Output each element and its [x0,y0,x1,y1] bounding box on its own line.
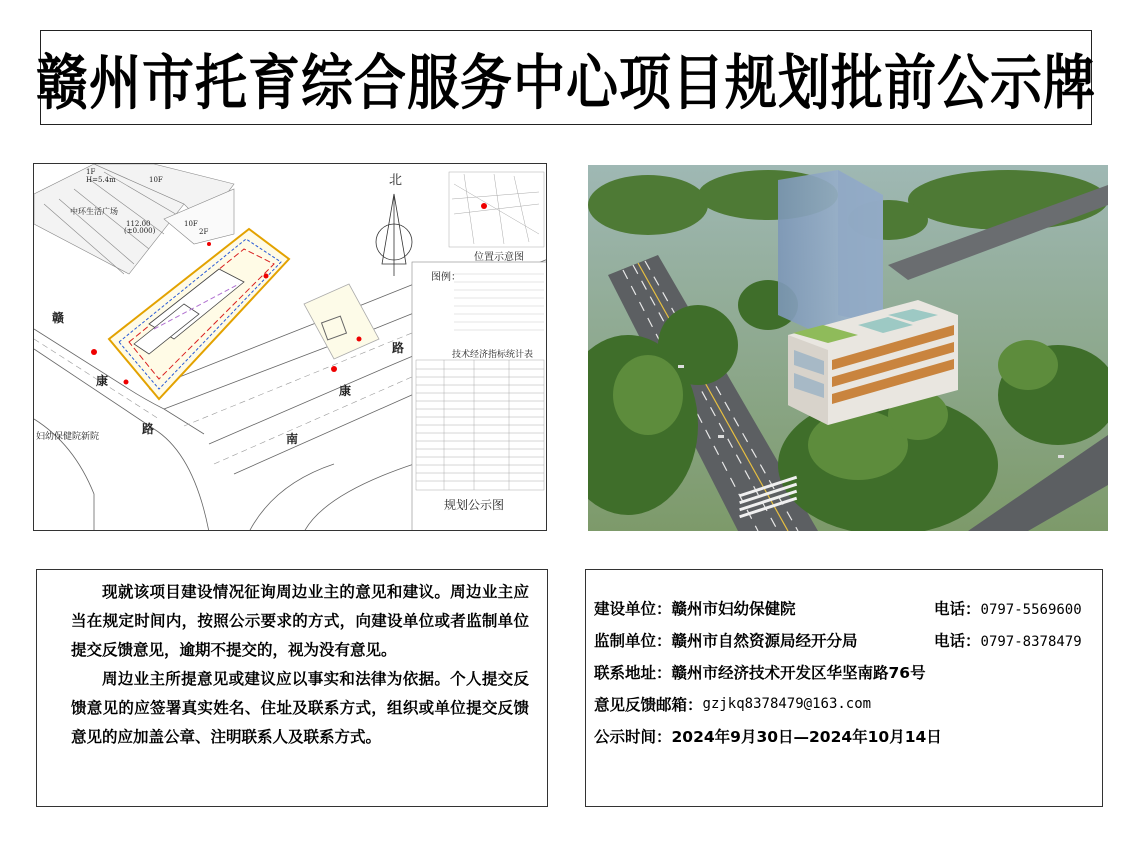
supervisor-row [594,624,1102,656]
legend-title: 图例： [431,272,461,283]
plaza-label: 中环生活广场 [70,207,118,216]
address-row [594,656,1102,688]
elev-1f: 1F [86,168,96,176]
period-value: 2024年9月30日—2024年10月14日 [671,728,942,746]
floors-10f-b: 10F [184,220,198,228]
address-value: 赣州市经济技术开发区华坚南路76号 [671,664,926,682]
address-label: 联系地址： [594,664,672,682]
road-label-kang: 康 [96,374,109,388]
rendering-image [588,165,1108,531]
period-label: 公示时间： [594,728,672,746]
period-row [594,720,1102,752]
contact-box [585,569,1103,807]
supervisor-phone [934,629,1082,651]
north-label: 北 [389,173,403,188]
floors-10f-a: 10F [149,176,163,184]
location-map-label: 位置示意图 [474,252,524,263]
builder-label: 建设单位： [594,600,672,618]
supervisor-phone-label: 电话： [934,632,981,650]
elev-value: 112.00 [126,220,151,228]
page-title: 赣州市托育综合服务中心项目规划批前公示牌 [36,49,1097,119]
builder-value: 赣州市妇幼保健院 [671,600,796,618]
road-label-lu-east: 路 [392,341,405,355]
email-value[interactable]: gzjkq8378479@163.com [702,696,872,712]
elev-zero: (±0.000) [124,227,156,235]
email-row [594,688,1102,720]
builder-phone-label: 电话： [934,600,981,618]
road-label-gan: 赣 [52,311,65,325]
builder-row [594,592,1102,624]
notice-paragraph-1: 现就该项目建设情况征询周边业主的意见和建议。周边业主应当在规定时间内，按照公示要求的方式，向建设单位或者监制单位提交反馈意见，逾期不提交的，视为没有意见。 [71,583,529,659]
road-label-nan: 南 [286,432,299,446]
email-label: 意见反馈邮箱： [594,696,703,714]
site-plan [33,163,547,531]
builder-phone-value: 0797-5569600 [980,602,1082,618]
elev-h: H=5.4m [86,176,116,184]
notice-paragraph-2: 周边业主所提意见或建议应以事实和法律为依据。个人提交反馈意见的应签署真实姓名、住址及联系方式，组织或单位提交反馈意见的应加盖公章、注明联系人及联系方式。 [71,670,529,746]
aerial-rendering [588,165,1108,531]
supervisor-value: 赣州市自然资源局经开分局 [671,632,858,650]
builder-phone [934,597,1082,619]
notice-box [36,569,548,807]
supervisor-label: 监制单位： [594,632,672,650]
supervisor-phone-value: 0797-8378479 [980,634,1082,650]
hospital-label: 妇幼保健院新院 [36,432,100,442]
table-title: 技术经济指标统计表 [452,350,534,360]
title-box [36,30,1097,125]
road-label-kang-east: 康 [339,384,352,398]
road-label-lu: 路 [142,422,155,436]
floors-2f: 2F [199,228,209,236]
plan-caption: 规划公示图 [444,498,505,512]
